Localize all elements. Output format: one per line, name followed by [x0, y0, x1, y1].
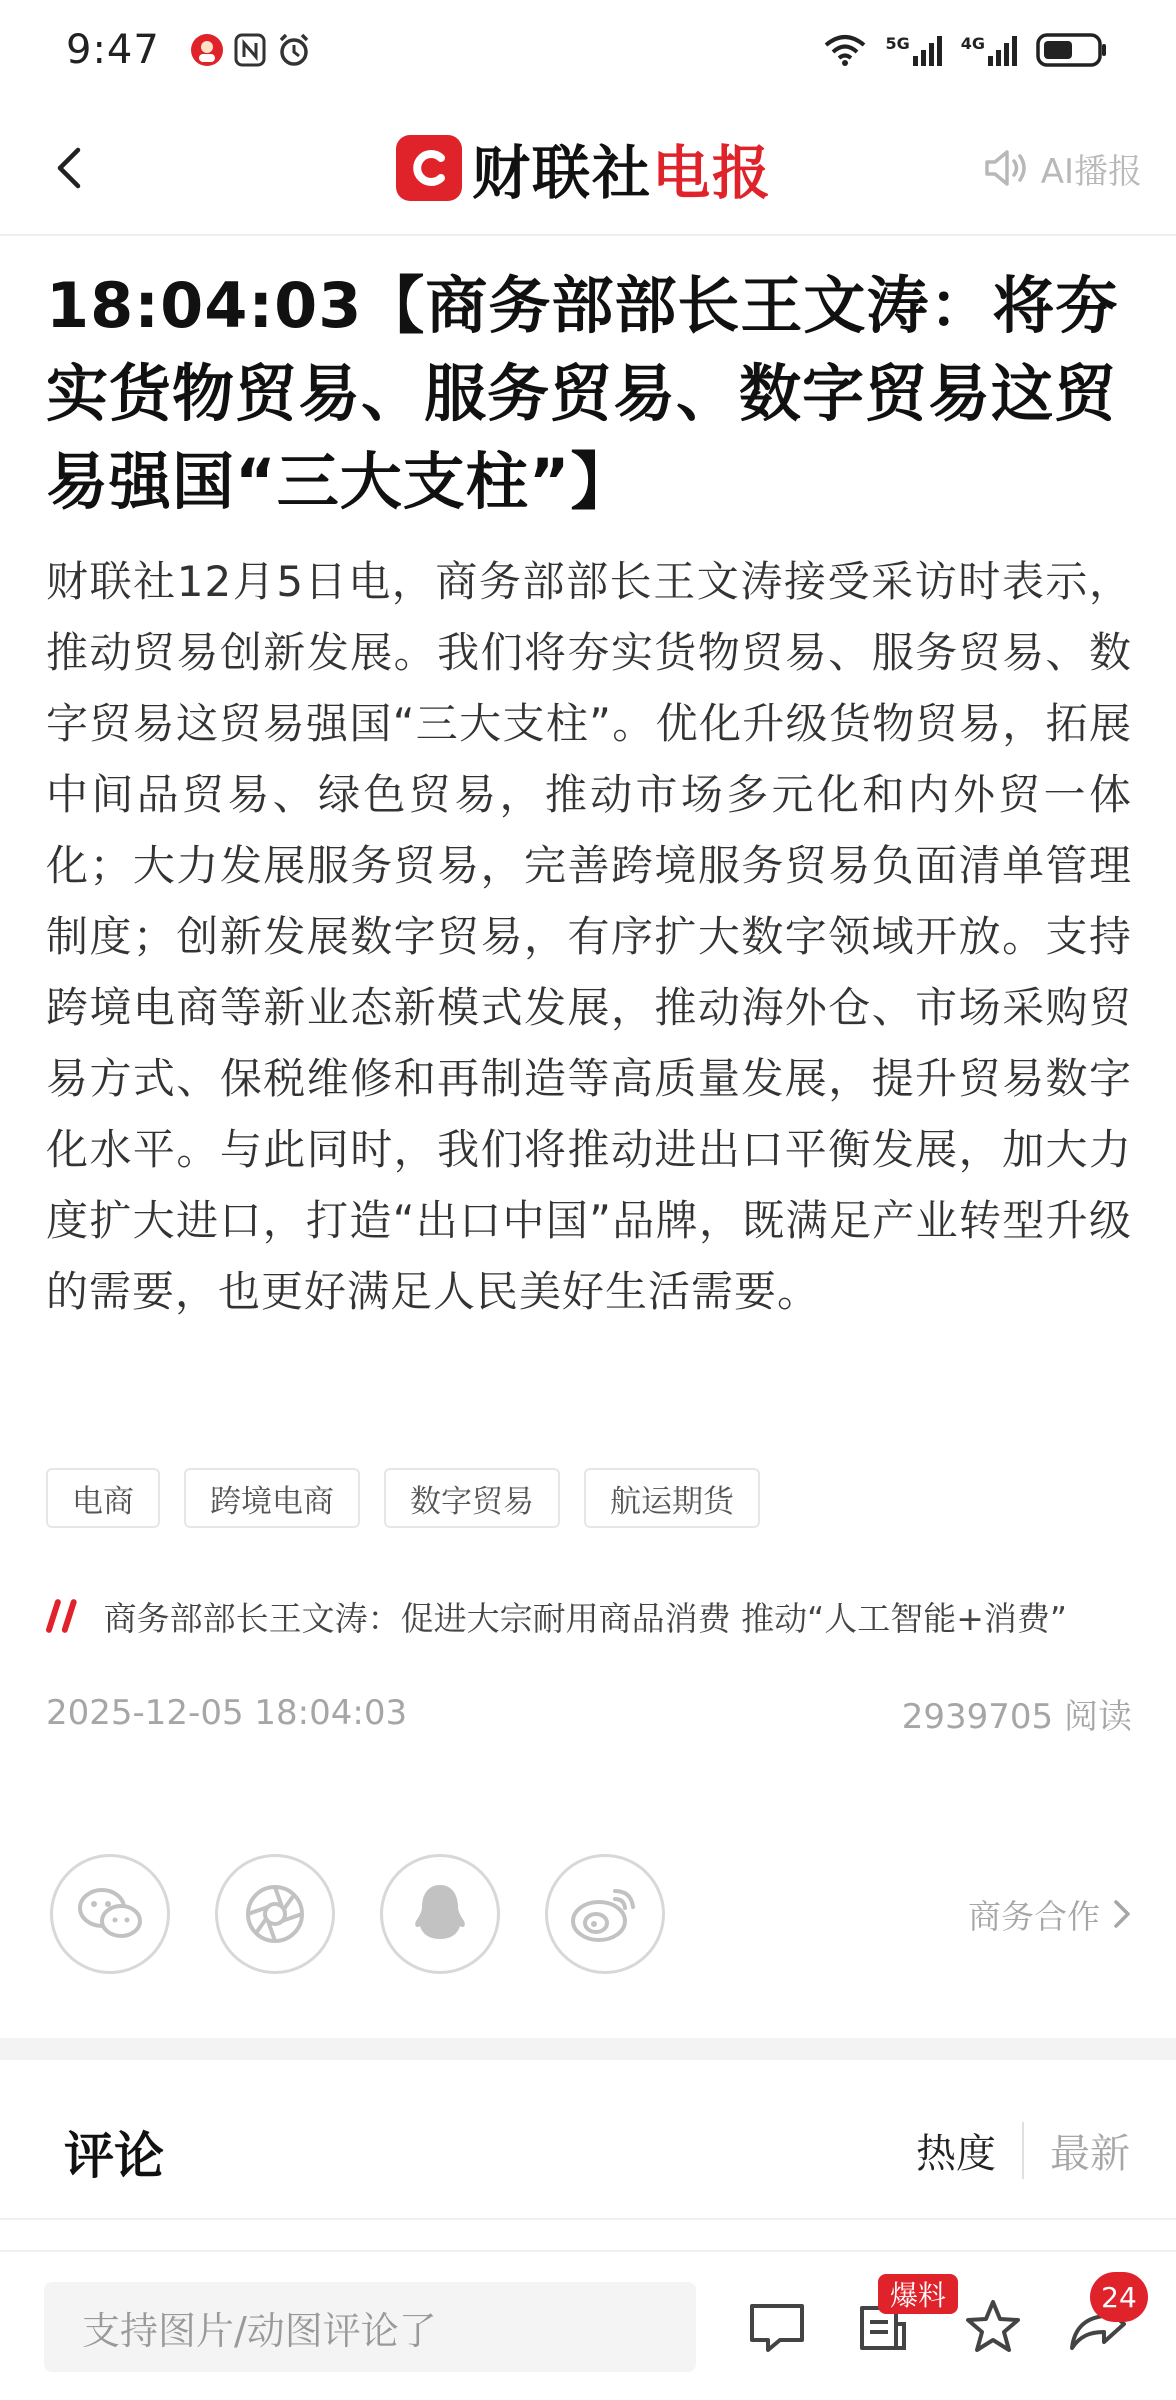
- article-meta: [46, 1688, 1132, 1738]
- status-right: [823, 32, 1108, 68]
- ai-broadcast-label: AI播报: [1040, 151, 1142, 192]
- sort-by-newest-tab[interactable]: 最新: [1050, 2131, 1130, 2177]
- article-body: 财联社12月5日电，商务部部长王文涛接受采访时表示，推动贸易创新发展。我们将夯实货物贸易、服务贸易、数字贸易这贸易强国“三大支柱”。优化升级货物贸易，拓展中间品贸易、绿色贸易，推动市场多元化和内外贸一体化；大力发展服务贸易，完善跨境服务贸易负面清单管理制度；创新发展数字贸易，有序扩大数字领域开放。支持跨境电商等新业态新模式发展，推动海外仓、市场采购贸易方式、保税维修和再制造等高质量发展，提升贸易数字化水平。与此同时，我们将推动进出口平衡发展，加大力度扩大进口，打造“出口中国”品牌，既满足产业转型升级的需要，也更好满足人民美好生活需要。: [46, 557, 1132, 1316]
- share-weibo-button[interactable]: [545, 1854, 665, 1974]
- share-moments-button[interactable]: [215, 1854, 335, 1974]
- read-count: 2939705 阅读: [901, 1696, 1132, 1737]
- share-row: [50, 1854, 1132, 1974]
- weibo-icon: [569, 1883, 641, 1945]
- nav-bar: [0, 100, 1176, 236]
- chevron-left-icon: [40, 136, 104, 200]
- signal-4g-bars-icon: [988, 34, 1018, 66]
- star-icon: [958, 2292, 1028, 2362]
- comments-title: 评论: [64, 2127, 164, 2185]
- back-button[interactable]: [40, 136, 104, 200]
- status-bar: [0, 0, 1176, 100]
- logo-accent-text: 电报: [652, 139, 773, 207]
- wechat-icon: [75, 1884, 145, 1944]
- share-qq-button[interactable]: [380, 1854, 500, 1974]
- favorite-button[interactable]: [958, 2292, 1028, 2362]
- tag-item[interactable]: 数字贸易: [384, 1468, 560, 1528]
- speaker-icon: [983, 146, 1029, 190]
- nfc-icon: [234, 33, 266, 67]
- tag-item[interactable]: 电商: [46, 1468, 160, 1528]
- battery-icon: [1036, 32, 1108, 68]
- logo-c-icon: [396, 135, 462, 201]
- comments-header: [0, 2080, 1176, 2220]
- signal-5g-bars-icon: [913, 34, 943, 66]
- logo-main-text: 财联社: [472, 139, 653, 207]
- article-headline: 18:04:03【商务部部长王文涛：将夯实货物贸易、服务贸易、数字贸易这贸易强国“三大支柱”】: [46, 269, 1119, 518]
- tag-item[interactable]: 航运期货: [584, 1468, 760, 1528]
- ai-broadcast-button[interactable]: [983, 144, 1142, 192]
- comments-sort-tabs: [916, 2122, 1130, 2179]
- section-divider: [0, 2038, 1176, 2060]
- sort-by-hot-tab[interactable]: 热度: [916, 2122, 1024, 2179]
- business-cooperation-label: 商务合作: [968, 1896, 1100, 1936]
- status-left: [66, 27, 312, 73]
- bottom-action-bar: [0, 2250, 1176, 2400]
- qq-icon: [410, 1881, 470, 1947]
- moments-icon: [242, 1881, 308, 1947]
- tag-list: [46, 1468, 760, 1528]
- signal-4g: [961, 34, 1018, 66]
- brand-logo: [396, 130, 772, 206]
- related-article-link[interactable]: [46, 1588, 1132, 1644]
- wifi-icon: [823, 33, 867, 67]
- baoliao-badge: 爆料: [878, 2274, 958, 2314]
- share-count-badge: 24: [1090, 2272, 1148, 2322]
- signal-4g-label: 4G: [960, 34, 985, 53]
- app-notification-icon: [190, 33, 224, 67]
- tag-item[interactable]: 跨境电商: [184, 1468, 360, 1528]
- comment-button[interactable]: [742, 2292, 812, 2362]
- signal-5g-label: 5G: [885, 34, 910, 53]
- double-slash-icon: [46, 1598, 80, 1634]
- status-time: 9:47: [66, 27, 160, 73]
- comment-bubble-icon: [742, 2292, 812, 2362]
- status-notification-icons: [190, 32, 312, 68]
- share-wechat-button[interactable]: [50, 1854, 170, 1974]
- related-article-title: 商务部部长王文涛：促进大宗耐用商品消费 推动“人工智能+消费”: [103, 1598, 1067, 1638]
- chevron-right-icon: [1112, 1898, 1132, 1930]
- comment-input-placeholder: 支持图片/动图评论了: [82, 2308, 437, 2353]
- comment-input[interactable]: [44, 2282, 696, 2372]
- publish-datetime: 2025-12-05 18:04:03: [46, 1693, 408, 1733]
- alarm-icon: [276, 32, 312, 68]
- logo-text: [472, 126, 772, 210]
- signal-5g: [885, 34, 942, 66]
- article: [46, 262, 1132, 1327]
- business-cooperation-link[interactable]: [968, 1891, 1132, 1938]
